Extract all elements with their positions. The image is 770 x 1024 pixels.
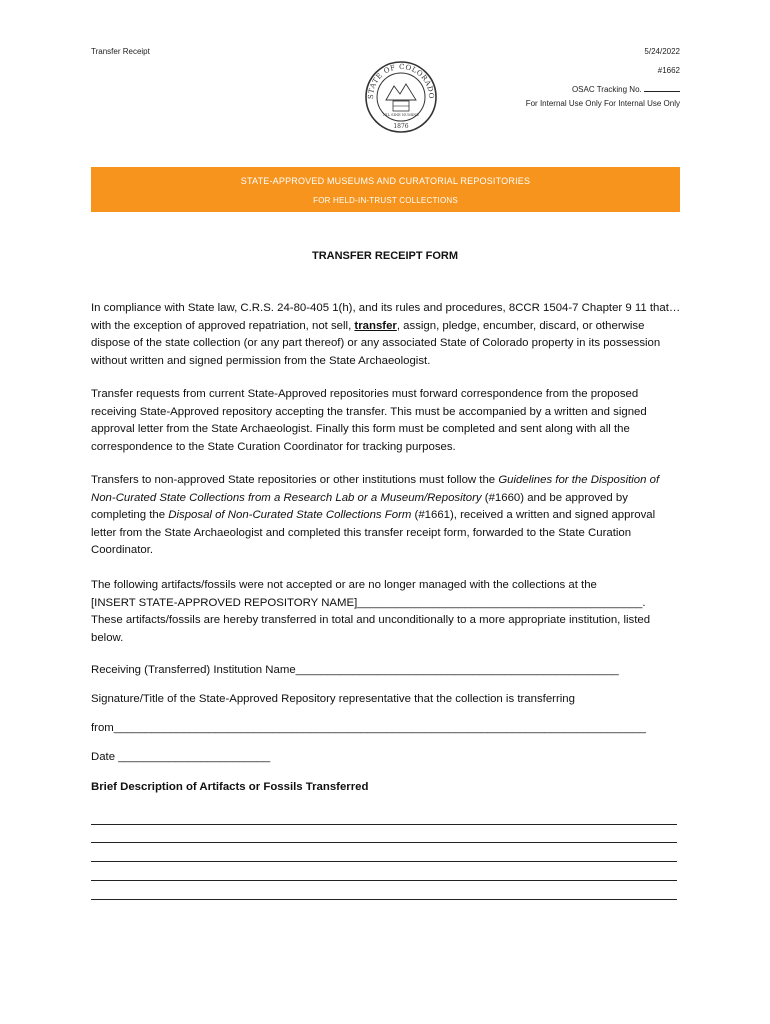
para3-text-a: Transfers to non-approved State repositories or other institutions must follow the bbox=[91, 474, 499, 486]
form-number: #1662 bbox=[657, 66, 680, 75]
from-field[interactable]: from____________________________________________________________________________________ bbox=[91, 722, 646, 734]
para3-guidelines-title: Guidelines for the Disposition of Non-Curated State Collections from a Research Lab or a Museum/Repository bbox=[91, 474, 660, 504]
para3-text-b: (#1660) and be approved by completing the bbox=[91, 491, 628, 522]
para4-repository-name-field[interactable]: [INSERT STATE-APPROVED REPOSITORY NAME]_____________________________________________. bbox=[91, 596, 646, 609]
receiving-institution-field[interactable]: Receiving (Transferred) Institution Name___________________________________________________ bbox=[91, 664, 619, 676]
para1-text-b: , assign, pledge, encumber, discard, or otherwise dispose of the state collection (or any part thereof) or any associated State of Colorado property in its possession without written and signed permission from the State Archaeologist. bbox=[91, 319, 661, 367]
description-line[interactable] bbox=[91, 824, 677, 825]
banner bbox=[91, 167, 680, 212]
para3-form-title: Disposal of Non-Curated State Collections Form bbox=[168, 509, 412, 522]
description-line[interactable] bbox=[91, 899, 677, 900]
tracking-blank[interactable] bbox=[644, 83, 680, 92]
description-line[interactable] bbox=[91, 842, 677, 843]
para4-rest: These artifacts/fossils are hereby transferred in total and unconditionally to a more appropriate institution, listed below. bbox=[91, 614, 651, 644]
tracking-number bbox=[572, 83, 680, 94]
state-seal bbox=[364, 60, 438, 134]
banner-line2: FOR HELD-IN-TRUST COLLECTIONS bbox=[313, 196, 458, 205]
signature-title-label: Signature/Title of the State-Approved Repository representative that the collection is transferring bbox=[91, 693, 575, 705]
paragraph-artifacts bbox=[91, 577, 681, 647]
banner-line1: STATE-APPROVED MUSEUMS AND CURATORIAL REPOSITORIES bbox=[240, 176, 531, 186]
seal-top-text: STATE OF COLORADO bbox=[366, 62, 436, 100]
description-heading: Brief Description of Artifacts or Fossils Transferred bbox=[91, 781, 369, 793]
description-line[interactable] bbox=[91, 880, 677, 881]
para3-text-c: (#1661), received a written and signed approval letter from the State Archaeologist and completed this transfer receipt form, forwarded to the State Curation Coordinator. bbox=[91, 509, 656, 557]
internal-use-note: For Internal Use Only For Internal Use Only bbox=[525, 99, 680, 108]
seal-year: 1876 bbox=[393, 123, 409, 130]
description-line[interactable] bbox=[91, 861, 677, 862]
doc-date: 5/24/2022 bbox=[644, 47, 680, 56]
paragraph-compliance bbox=[91, 300, 681, 370]
form-title: TRANSFER RECEIPT FORM bbox=[311, 250, 459, 262]
paragraph-transfer-requests: Transfer requests from current State-Approved repositories must forward correspondence from the proposed receiving State-Approved repository accepting the transfer. This must be accompanied by a written and signed approval letter from the State Archaeologist. Finally this form must be completed and sent along with all the correspondence to the State Curation Coordinator for tracking purposes. bbox=[91, 388, 647, 453]
paragraph-non-approved bbox=[91, 472, 681, 560]
tracking-label: OSAC Tracking No. bbox=[571, 85, 642, 94]
para1-text-a: In compliance with State law, C.R.S. 24-80-405 1(h), and its rules and procedures, 8CCR 1504-7 Chapter 9 11 that… with the exception of approved repatriation, not sell, bbox=[91, 302, 681, 332]
para1-emphasis: transfer bbox=[354, 319, 397, 332]
para4-line1: The following artifacts/fossils were not accepted or are no longer managed with the collections at the bbox=[91, 579, 597, 591]
doc-label: Transfer Receipt bbox=[91, 47, 150, 56]
seal-icon bbox=[364, 60, 438, 134]
seal-motto: NIL SINE NUMINE bbox=[383, 113, 419, 117]
date-field[interactable]: Date ________________________ bbox=[91, 751, 271, 763]
